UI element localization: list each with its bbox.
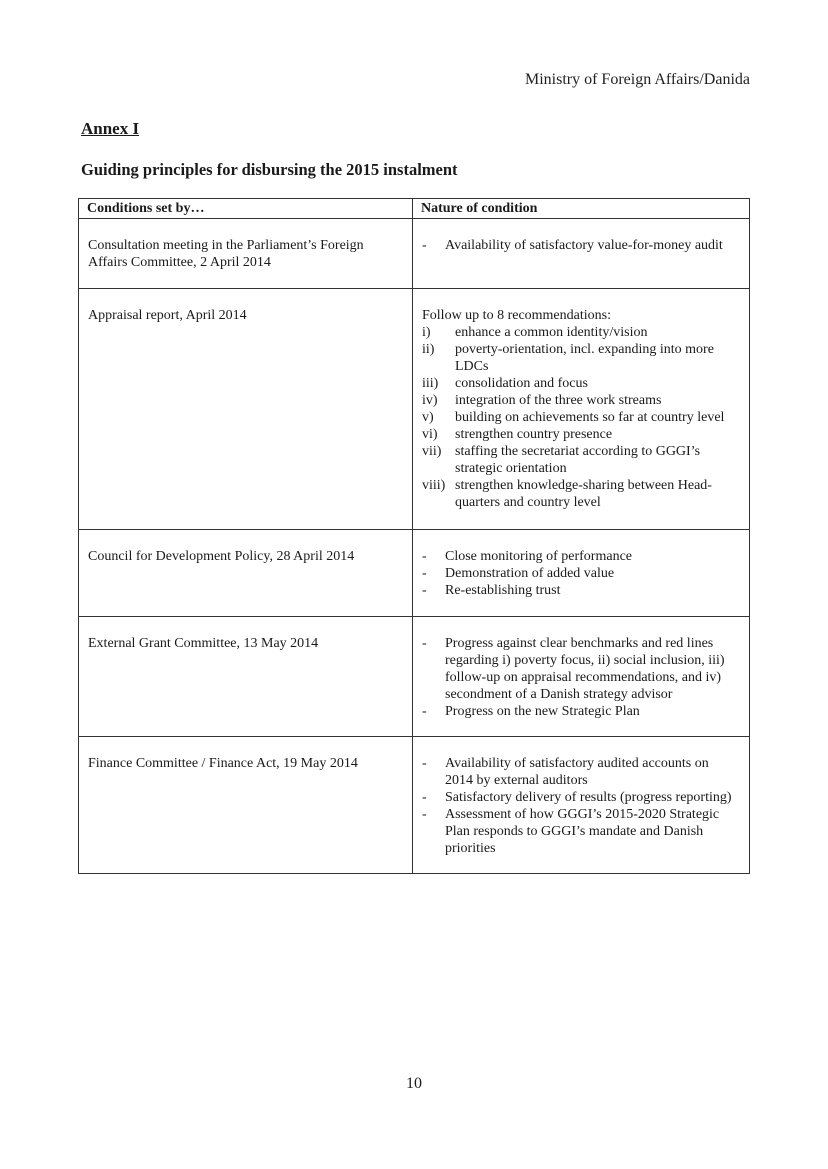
annex-title: Annex I (81, 119, 140, 138)
page-number: 10 (406, 1075, 422, 1092)
table-row (79, 289, 750, 530)
table-row (79, 617, 750, 737)
condition-list (422, 755, 739, 857)
condition-source: Finance Committee / Finance Act, 19 May 2014 (79, 737, 413, 874)
list-item: - Demonstration of added value (422, 566, 615, 581)
condition-nature (413, 737, 750, 874)
condition-list (422, 635, 739, 720)
list-item: iv) integration of the three work streams (422, 393, 662, 408)
list-item: - Availability of satisfactory audited accounts on 2014 by external auditors (422, 756, 709, 788)
column-header-nature: Nature of condition (413, 199, 750, 219)
column-header-conditions: Conditions set by… (79, 199, 413, 219)
conditions-table (78, 198, 750, 874)
list-item: - Assessment of how GGGI’s 2015-2020 Strategic Plan responds to GGGI’s mandate and Danish priorities (422, 807, 720, 856)
list-item: ii) poverty-orientation, incl. expanding into more LDCs (422, 342, 714, 374)
list-item: iii) consolidation and focus (422, 376, 588, 391)
recommendations-list (422, 324, 739, 511)
table-row (79, 737, 750, 874)
condition-list (422, 548, 739, 599)
condition-nature (413, 530, 750, 617)
list-item: vii) staffing the secretariat according to GGGI’s strategic orientation (422, 444, 701, 476)
list-item: vi) strengthen country presence (422, 427, 613, 442)
list-item: i) enhance a common identity/vision (422, 325, 648, 340)
condition-nature (413, 219, 750, 289)
recommendations-intro: Follow up to 8 recommendations: (422, 308, 611, 323)
condition-source: External Grant Committee, 13 May 2014 (79, 617, 413, 737)
condition-list (422, 237, 739, 254)
table-row (79, 219, 750, 289)
list-item: - Progress against clear benchmarks and red lines regarding i) poverty focus, ii) social inclusion, iii) follow-up on appraisal recommendations, and iv) secondment of a Danish strategy advisor (422, 636, 725, 702)
condition-source: Appraisal report, April 2014 (79, 289, 413, 530)
condition-source: Consultation meeting in the Parliament’s Foreign Affairs Committee, 2 April 2014 (79, 219, 413, 289)
table-row (79, 530, 750, 617)
list-item: - Availability of satisfactory value-for-money audit (422, 238, 723, 253)
condition-source: Council for Development Policy, 28 April 2014 (79, 530, 413, 617)
header-organization: Ministry of Foreign Affairs/Danida (524, 71, 750, 88)
list-item: v) building on achievements so far at country level (422, 410, 725, 425)
list-item: - Satisfactory delivery of results (progress reporting) (422, 790, 732, 805)
condition-nature (413, 617, 750, 737)
list-item: viii) strengthen knowledge-sharing between Head-quarters and country level (422, 478, 712, 510)
section-heading: Guiding principles for disbursing the 2015 instalment (81, 160, 458, 179)
list-item: - Progress on the new Strategic Plan (422, 704, 640, 719)
condition-nature (413, 289, 750, 530)
table-header-row (79, 199, 750, 219)
list-item: - Re-establishing trust (422, 583, 561, 598)
list-item: - Close monitoring of performance (422, 549, 633, 564)
